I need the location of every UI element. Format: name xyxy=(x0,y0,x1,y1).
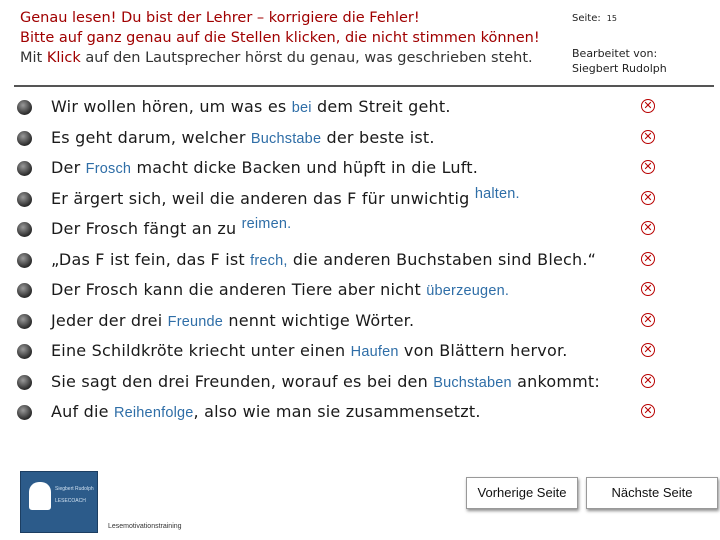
editor-credit xyxy=(572,46,667,76)
sentence-row xyxy=(14,340,674,368)
speaker-bullet-icon[interactable] xyxy=(17,405,32,420)
clickable-word[interactable]: reimen. xyxy=(241,216,292,232)
sentence-part: die anderen Buchstaben sind Blech.“ xyxy=(287,249,597,269)
page-number: 15 xyxy=(606,14,617,23)
clickable-word[interactable]: Frosch xyxy=(85,161,132,177)
sentence-row xyxy=(14,279,674,307)
sentence-part: ankommt: xyxy=(511,371,600,391)
sentence-part: macht dicke Backen und hüpft in die Luft. xyxy=(131,158,479,177)
instruction-line-3 xyxy=(20,48,565,68)
sentence-part: Er ärgert sich, weil die anderen das F für unwichtig xyxy=(51,188,475,208)
next-page-button[interactable]: Nächste Seite xyxy=(586,477,718,509)
sentence-row xyxy=(14,185,674,216)
x-circle-icon: ✕ xyxy=(641,191,655,205)
clickable-word[interactable]: frech, xyxy=(250,252,288,269)
logo-text: LESECOACH xyxy=(55,498,86,504)
sentence-part: Eine Schildkröte kriecht unter einen xyxy=(51,341,351,360)
sentence-row xyxy=(14,371,674,399)
sentence-text xyxy=(51,310,414,333)
footer-training-label: Lesemotivationstraining xyxy=(108,523,182,530)
sentence-text xyxy=(51,96,451,119)
speaker-bullet-icon[interactable] xyxy=(17,283,32,298)
sentence-row xyxy=(14,310,674,338)
x-circle-icon: ✕ xyxy=(641,99,655,113)
x-circle-icon: ✕ xyxy=(641,221,655,235)
instruction-text: auf den Lautsprecher hörst du genau, was geschrieben steht. xyxy=(80,50,533,66)
speaker-bullet-icon[interactable] xyxy=(17,222,32,237)
sentence-part: Auf die xyxy=(51,402,114,421)
sentence-row xyxy=(14,218,674,246)
sentence-part: dem Streit geht. xyxy=(311,97,451,116)
sentence-text xyxy=(51,401,481,424)
sentence-part: „Das F ist fein, das F ist xyxy=(51,249,251,269)
clickable-word[interactable]: Reihenfolge xyxy=(113,405,194,421)
sentence-part: Wir wollen hören, um was es xyxy=(51,97,292,116)
sentence-part: , also wie man sie zusammensetzt. xyxy=(193,402,481,421)
x-circle-icon: ✕ xyxy=(641,160,655,174)
sentence-text xyxy=(51,279,509,302)
sentence-text xyxy=(51,218,291,241)
sentence-text xyxy=(51,249,596,272)
instruction-line-1 xyxy=(20,8,565,28)
sentence-row xyxy=(14,127,674,155)
clickable-word[interactable]: Buchstabe xyxy=(250,130,322,147)
sentence-text xyxy=(51,371,600,394)
sentence-part: nennt wichtige Wörter. xyxy=(223,310,415,330)
x-circle-icon: ✕ xyxy=(641,404,655,418)
chef-hat-icon xyxy=(29,482,51,510)
sentence-text xyxy=(51,127,435,150)
x-circle-icon: ✕ xyxy=(641,252,655,266)
sentence-part: Es geht darum, welcher xyxy=(51,127,251,147)
instruction-click-word: Klick xyxy=(46,50,81,66)
sentence-part: Der Frosch fängt an zu xyxy=(51,219,242,238)
instruction-line-2: Bitte auf ganz genau auf die Stellen klicken, die nicht stimmen können! xyxy=(20,30,540,46)
x-circle-icon: ✕ xyxy=(641,130,655,144)
speaker-bullet-icon[interactable] xyxy=(17,344,32,359)
sentence-part: der beste ist. xyxy=(321,127,435,147)
speaker-bullet-icon[interactable] xyxy=(17,314,32,329)
x-circle-icon: ✕ xyxy=(641,313,655,327)
speaker-bullet-icon[interactable] xyxy=(17,161,32,176)
instruction-text: Du bist der Lehrer – korrigiere die Fehler! xyxy=(116,10,420,26)
logo-text: Siegbert Rudolph xyxy=(55,486,94,492)
editor-name: Siegbert Rudolph xyxy=(572,62,667,75)
sentence-row xyxy=(14,96,674,124)
instruction-text: Mit xyxy=(20,50,47,66)
sentence-row xyxy=(14,249,674,277)
speaker-bullet-icon[interactable] xyxy=(17,100,32,115)
page-label: Seite: xyxy=(572,13,601,24)
sentence-text xyxy=(51,185,520,211)
sentence-part: Jeder der drei xyxy=(51,310,168,330)
clickable-word[interactable]: Freunde xyxy=(167,313,224,330)
speaker-bullet-icon[interactable] xyxy=(17,131,32,146)
speaker-bullet-icon[interactable] xyxy=(17,375,32,390)
x-circle-icon: ✕ xyxy=(641,374,655,388)
header-divider xyxy=(14,85,714,87)
speaker-bullet-icon[interactable] xyxy=(17,253,32,268)
sentence-part: Der xyxy=(51,158,86,177)
page-indicator xyxy=(572,13,617,24)
sentence-row xyxy=(14,157,674,185)
clickable-word[interactable]: Buchstaben xyxy=(433,374,512,391)
clickable-word[interactable]: Haufen xyxy=(350,344,399,360)
instructions xyxy=(20,8,565,68)
sentence-text xyxy=(51,157,478,180)
sentence-part: Der Frosch kann die anderen Tiere aber nicht xyxy=(51,280,427,299)
clickable-word[interactable]: bei xyxy=(291,100,312,116)
x-circle-icon: ✕ xyxy=(641,282,655,296)
logo xyxy=(20,471,98,533)
sentence-text xyxy=(51,340,568,363)
clickable-word[interactable]: überzeugen. xyxy=(426,283,510,299)
clickable-word[interactable]: halten. xyxy=(474,185,520,202)
sentence-row xyxy=(14,401,674,429)
speaker-bullet-icon[interactable] xyxy=(17,192,32,207)
editor-label: Bearbeitet von: xyxy=(572,47,658,60)
x-circle-icon: ✕ xyxy=(641,343,655,357)
previous-page-button[interactable]: Vorherige Seite xyxy=(466,477,578,509)
sentence-part: von Blättern hervor. xyxy=(398,341,568,360)
sentence-part: Sie sagt den drei Freunden, worauf es bei den xyxy=(51,371,434,391)
instruction-highlight: Genau lesen! xyxy=(20,10,117,26)
